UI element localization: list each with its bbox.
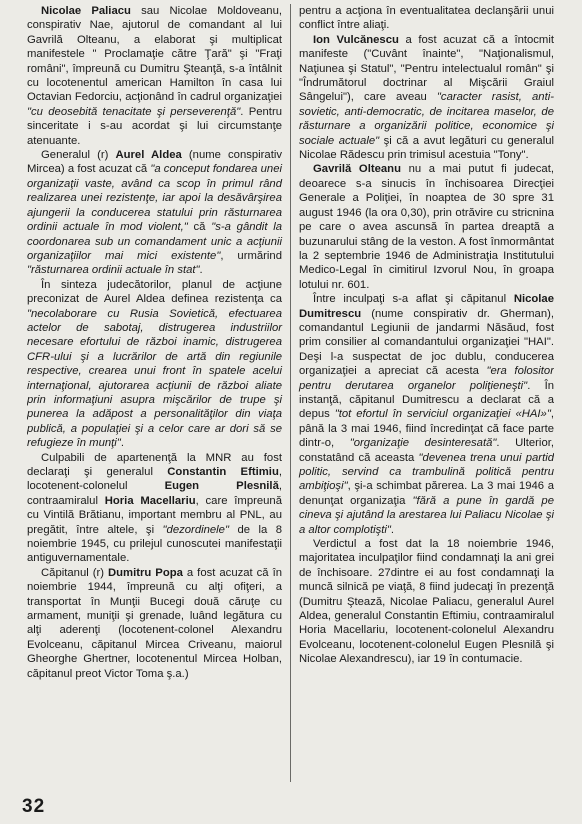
text-run: , locotenent-colonelul <box>27 466 282 493</box>
paragraph <box>27 451 282 566</box>
paragraph <box>299 162 554 292</box>
italic-quote: "cu deosebită tenacitate şi perseverenţă" <box>27 105 241 118</box>
italic-quote: "s-a gândit la coordonarea sub un comandament unic a acţiunii organizaţiilor mai mici existente" <box>27 221 282 262</box>
italic-quote: "fără a pune în gardă pe cineva şi ajutând la arestarea lui Paliacu Nicolae şi a altor complotişti" <box>299 494 554 536</box>
italic-quote: "organizaţie desinteresată" <box>349 437 497 450</box>
bold-name: Gavrilă Olteanu <box>313 163 401 176</box>
text-run: . În instanţă, căpitanul Dumitrescu a declarat că a depus <box>299 379 554 421</box>
italic-quote: "a conceput fondarea unei organizaţii vaste, având ca scop în primul rând realizarea unei rezistenţe, iar apoi la desăvârşirea ajungerii la conducerea statului prin răsturnarea ordinii actuale în mod violent," <box>27 163 283 234</box>
page-number: 32 <box>22 796 46 817</box>
text-run: că <box>187 221 212 234</box>
text-run: (nume conspirativ Mircea) a fost acuzat că <box>27 149 283 176</box>
bold-name: Aurel Aldea <box>115 149 182 162</box>
bold-name: Nicolae Paliacu <box>41 5 131 17</box>
text-run: , şi-a schimbat părerea. La 3 mai 1946 a denunţat organizaţia <box>299 480 554 507</box>
text-run: a fost acuzat că în noiembrie 1944, împreună cu alţi ofiţeri, a transportat în Munţii Bucegi două căruţe cu armament, muniţii şi grenade, luând legătura cu alţi aderenţi (locotenent-colonel Alexandru Evolceanu, căpitanul Mircea Criveanu, maiorul Gheorghe Ghertner, locotenentul Mircea Holban, căpitanul preot Victor Toma ş.a.) <box>27 566 283 680</box>
text-run: , urmărind <box>220 249 282 262</box>
text-run: , până la 3 mai 1946, fiind încredinţat că face parte dintr-o, <box>299 408 554 450</box>
italic-quote: "caracter rasist, anti-sovietic, anti-democratic, de incitarea maselor, de răsturnare a organizării politice, economice şi sociale actuale" <box>299 91 554 147</box>
text-run: sau Nicolae Moldoveanu, conspirativ Nae, ajutorul de comandant al lui Gavrilă Olteanu, a elaborat şi multiplicat manifestele " Proclamaţie către Ţară" şi "Fraţi români", împreună cu Dumitru Şteanţă, s-a întâlnit cu locotenentul american Hamilton în casa lui Octavian Fedorciu, acţionând în cadrul organizaţiei <box>27 5 282 104</box>
paragraph <box>27 566 282 681</box>
paragraph <box>27 4 282 148</box>
italic-quote: "devenea trena unui partid politic, servind ca trambulină politică pentru ambiţioşi" <box>299 451 554 493</box>
two-column-body <box>27 4 554 782</box>
paragraph <box>299 4 554 33</box>
paragraph <box>27 278 282 451</box>
bold-name: Nicolae Dumitrescu <box>299 293 554 320</box>
text-run: , contraamiralul <box>27 480 282 507</box>
text-run: pentru a acţiona în eventualitatea declanşării unui conflict între aliaţi. <box>299 5 554 32</box>
text-run: Între inculpaţi s-a aflat şi căpitanul <box>313 293 514 306</box>
text-run: . <box>120 437 124 450</box>
text-run: . <box>390 523 395 536</box>
italic-quote: "dezordinele" <box>162 523 229 536</box>
italic-quote: "răsturnarea ordinii actuale în stat" <box>27 264 200 277</box>
left-column <box>27 4 290 782</box>
bold-name: Ion Vulcănescu <box>313 33 399 46</box>
italic-quote: "tot efortul în serviciul organizaţiei «HAI»" <box>334 408 551 421</box>
paragraph <box>299 33 554 163</box>
text-run: Culpabili de apartenenţă la MNR au fost declaraţi şi generalul <box>27 451 282 478</box>
paragraph <box>299 292 554 537</box>
right-column <box>291 4 554 782</box>
bold-name: Horia Macellariu <box>104 494 196 507</box>
text-run: , care împreună cu Vintilă Brătianu, important membru al PNL, au pregătit, între altele, şi <box>27 494 282 536</box>
text-run: de la 8 noiembrie 1945, cu prilejul cunoscutei manifestaţii antiguvernamentale. <box>27 523 282 565</box>
text-run: Verdictul a fost dat la 18 noiembrie 1946, majoritatea inculpaţilor fiind condamnaţi la ani grei de închisoare. 27dintre ei au fost condamnaţi la muncă silnică pe viaţă, 8 fiind judecaţi în prezenţă (Dumitru Ştează, Nicolae Paliacu, generalul Aurel Aldea, generalul Constantin Eftimiu, contraamiralul Horia Macellariu, locotenent-colonelul Alexandru Evolceanu, locotenent-colonelul Eugen Plesnilă şi Nicolae Alexandrescu), iar 19 în contumacie. <box>299 538 554 666</box>
text-run: nu a mai putut fi judecat, deoarece s-a sinucis în închisoarea Direcţiei Generale a Poliţiei, în noaptea de 30 spre 31 august 1946 (la ora 0,30), prin otrăvire cu stricnina pe care o avea ascunsă în partea dreaptă a buzunarului stâng de la veston. A fost înmormântat la 2 septembrie 1946 de Administraţia Institutului Medico-Legal în cimitirul Izvorul Nou, în groapa lotului nr. 601. <box>299 163 554 291</box>
text-run: Generalul (r) <box>41 149 116 162</box>
italic-quote: "necolaborare cu Rusia Sovietică, efectuarea actelor de sabotaj, distrugerea industriilor necesare efortului de război inamic, distrugerea CFR-ului şi a lucrărilor de artă din regiunile respective, crearea unui front în spatele acelui internaţional, ajutorarea acţiunii de război aliate prin informaţiuni asupra mişcărilor de trupe şi punerea la adăpost a personalităţilor din viaţa publică, a populaţiei şi a celor care ar dori să se refugieze în munţi" <box>27 307 282 450</box>
text-run: a fost acuzat că a întocmit manifeste ("Cuvânt înainte", "Naţionalismul, Naţiunea şi Statul", "Pentru intelectualul român" şi "Îndrumătorul doctrinar al Mişcării Graiul Sângelui"), care aveau <box>299 33 554 104</box>
text-run: În sinteza judecătorilor, planul de acţiune preconizat de Aurel Aldea definea rezistenţa ca <box>27 278 282 306</box>
italic-quote: "era folositor pentru derutarea organelor poliţieneşti" <box>299 365 554 392</box>
bold-name: Eugen Plesnilă <box>164 480 279 493</box>
text-run: . Ulterior, constatând că aceasta <box>299 437 554 464</box>
text-run: Căpitanul (r) <box>41 566 108 579</box>
text-run: . Pentru sinceritate i s-au acordat şi lui circumstanţe atenuante. <box>27 105 282 147</box>
bold-name: Constantin Eftimiu <box>167 466 279 478</box>
paragraph <box>299 537 554 667</box>
text-run: (nume conspirativ dr. Gherman), comandantul Legiunii de jandarmi Năsăud, fost prim consilier al comandantului organizaţiei "HAI". Deşi l-a suspectat de joc dublu, conducerea organizaţiei a apreciat că acesta <box>299 307 554 378</box>
text-run: . <box>199 264 203 277</box>
paragraph <box>27 148 282 278</box>
bold-name: Dumitru Popa <box>108 566 183 579</box>
text-run: şi că a avut legături cu generalul Nicolae Rădescu prin trimisul acestuia "Tony". <box>299 134 554 162</box>
